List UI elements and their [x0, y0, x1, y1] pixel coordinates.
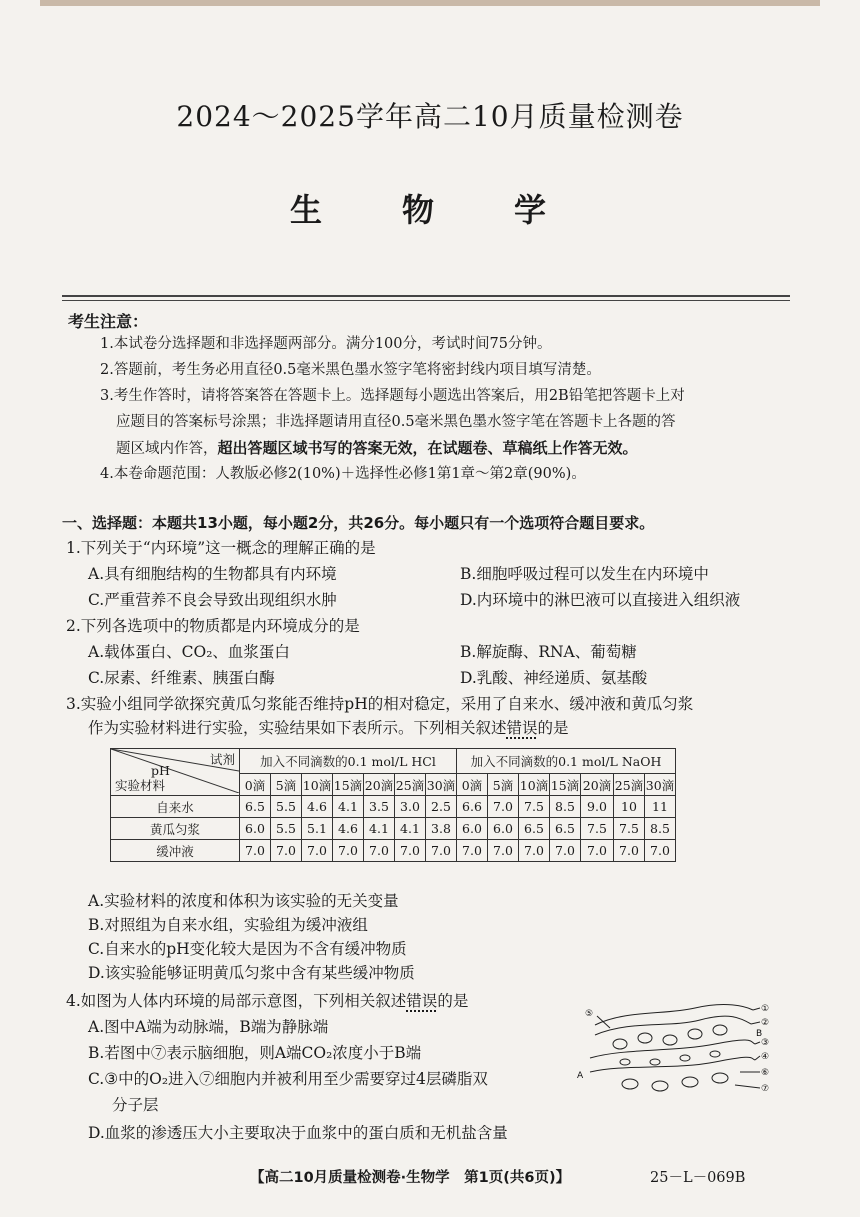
q4-option-c-line1: C.③中的O₂进入⑦细胞内并被利用至少需要穿过4层磷脂双	[88, 1070, 488, 1088]
table-cell-ph: 7.0	[581, 840, 614, 862]
blood-cell	[680, 1055, 690, 1061]
drops-header-cell: 0滴	[457, 774, 488, 796]
q3-option-c: C.自来水的pH变化较大是因为不含有缓冲物质	[88, 940, 407, 958]
table-corner-cell	[111, 749, 240, 796]
drops-header-cell: 30滴	[426, 774, 457, 796]
table-cell-ph: 8.5	[645, 818, 676, 840]
table-cell-ph: 6.5	[240, 796, 271, 818]
table-row	[111, 818, 676, 840]
table-cell-ph: 4.6	[333, 818, 364, 840]
table-cell-ph: 7.0	[333, 840, 364, 862]
corner-material-label: 实验材料	[115, 778, 166, 793]
q2-option-d: D.乳酸、神经递质、氨基酸	[460, 669, 648, 687]
row-material-name: 自来水	[111, 796, 240, 818]
table-body	[111, 796, 676, 862]
table-cell-ph: 7.0	[550, 840, 581, 862]
corner-reagent-label: 试剂	[209, 752, 235, 767]
table-cell-ph: 7.0	[395, 840, 426, 862]
table-cell-ph: 7.0	[426, 840, 457, 862]
lymph-vessel-outline	[595, 1004, 753, 1025]
group-header-hcl: 加入不同滴数的0.1 mol/L HCl	[240, 749, 457, 774]
drops-header-cell: 10滴	[302, 774, 333, 796]
capillary-top-wall	[590, 1040, 755, 1058]
drops-header-cell: 30滴	[645, 774, 676, 796]
table-cell-ph: 7.5	[614, 818, 645, 840]
table-cell-ph: 7.0	[614, 840, 645, 862]
drops-header-cell: 25滴	[395, 774, 426, 796]
tissue-cell	[638, 1033, 652, 1043]
table-cell-ph: 6.0	[488, 818, 519, 840]
page-top-edge	[40, 0, 820, 6]
table-cell-ph: 3.8	[426, 818, 457, 840]
table-row	[111, 840, 676, 862]
drops-header-cell: 20滴	[364, 774, 395, 796]
table-cell-ph: 2.5	[426, 796, 457, 818]
q4-stem-emphasis: 错误	[406, 992, 438, 1010]
internal-environment-diagram	[575, 1000, 775, 1100]
drops-header-cell: 10滴	[519, 774, 550, 796]
table-cell-ph: 7.5	[581, 818, 614, 840]
notice-item-3-end	[116, 435, 806, 462]
paper-code: 25－L－069B	[650, 1170, 746, 1186]
q4-stem-c: 的是	[437, 992, 469, 1010]
table-cell-ph: 7.0	[519, 840, 550, 862]
table-cell-ph: 5.5	[271, 818, 302, 840]
notice-item-4: 4.本卷命题范围：人教版必修2(10%)＋选择性必修1第1章～第2章(90%)。	[100, 466, 586, 482]
table-cell-ph: 7.0	[364, 840, 395, 862]
drops-header-cell: 0滴	[240, 774, 271, 796]
table-cell-ph: 8.5	[550, 796, 581, 818]
q3-stem-line2-a: 作为实验材料进行实验，实验结果如下表所示。下列相关叙述	[88, 719, 507, 737]
q3-option-d: D.该实验能够证明黄瓜匀浆中含有某些缓冲物质	[88, 964, 415, 982]
q1-option-a: A.具有细胞结构的生物都具有内环境	[88, 565, 337, 583]
table-cell-ph: 10	[614, 796, 645, 818]
header-rule-thin	[62, 300, 790, 301]
table-cell-ph: 4.1	[364, 818, 395, 840]
table-cell-ph: 7.5	[519, 796, 550, 818]
q2-option-c: C.尿素、纤维素、胰蛋白酶	[88, 669, 275, 687]
table-cell-ph: 6.5	[519, 818, 550, 840]
corner-ph-label: pH	[151, 763, 170, 778]
q3-stem-line2	[88, 716, 569, 740]
drops-header-cell: 15滴	[550, 774, 581, 796]
table-cell-ph: 7.0	[302, 840, 333, 862]
tissue-cell-lower	[682, 1077, 698, 1087]
table-row	[111, 796, 676, 818]
header-rule-thick	[62, 295, 790, 297]
notice-warning: 超出答题区域书写的答案无效，在试题卷、草稿纸上作答无效。	[217, 439, 638, 457]
q4-option-b: B.若图中⑦表示脑细胞，则A端CO₂浓度小于B端	[88, 1044, 422, 1062]
tissue-cell	[688, 1029, 702, 1039]
notice-item-2: 2.答题前，考生务必用直径0.5毫米黑色墨水签字笔将密封线内项目填写清楚。	[100, 362, 601, 378]
table-cell-ph: 6.6	[457, 796, 488, 818]
table-cell-ph: 7.0	[271, 840, 302, 862]
table-cell-ph: 7.0	[240, 840, 271, 862]
table-cell-ph: 6.0	[457, 818, 488, 840]
blood-cell	[710, 1051, 720, 1057]
table-cell-ph: 9.0	[581, 796, 614, 818]
page-footer: 【高二10月质量检测卷·生物学 第1页(共6页)】	[250, 1170, 571, 1186]
q1-stem: 1.下列关于“内环境”这一概念的理解正确的是	[66, 539, 376, 557]
notice-item-3-cont: 应题目的答案标号涂黑；非选择题请用直径0.5毫米黑色墨水签字笔在答题卡上各题的答	[116, 414, 676, 430]
row-material-name: 黄瓜匀浆	[111, 818, 240, 840]
drops-header-cell: 15滴	[333, 774, 364, 796]
blood-cell	[650, 1059, 660, 1065]
q2-option-a: A.载体蛋白、CO₂、血浆蛋白	[88, 643, 290, 661]
fig-label-7: ⑦	[761, 1084, 770, 1094]
drops-header-cell: 20滴	[581, 774, 614, 796]
fig-label-4: ④	[761, 1052, 770, 1062]
table-cell-ph: 5.1	[302, 818, 333, 840]
q4-option-d: D.血浆的渗透压大小主要取决于血浆中的蛋白质和无机盐含量	[88, 1124, 508, 1142]
fig-label-2: ②	[761, 1018, 770, 1028]
row-material-name: 缓冲液	[111, 840, 240, 862]
tissue-cell-lower	[652, 1081, 668, 1091]
drops-header-cell: 25滴	[614, 774, 645, 796]
q2-option-b: B.解旋酶、RNA、葡萄糖	[460, 643, 637, 661]
drops-header-cell: 5滴	[271, 774, 302, 796]
q4-option-a: A.图中A端为动脉端，B端为静脉端	[88, 1018, 329, 1036]
section-heading: 一、选择题：本题共13小题，每小题2分，共26分。每小题只有一个选项符合题目要求。	[62, 514, 655, 532]
table-cell-ph: 11	[645, 796, 676, 818]
capillary-bottom-wall	[590, 1057, 755, 1072]
q3-option-b: B.对照组为自来水组，实验组为缓冲液组	[88, 916, 368, 934]
table-cell-ph: 5.5	[271, 796, 302, 818]
table-cell-ph: 6.0	[240, 818, 271, 840]
tissue-cell	[713, 1025, 727, 1035]
q3-stem-emphasis: 错误	[506, 719, 538, 737]
notice-heading: 考生注意：	[68, 312, 149, 331]
table-cell-ph: 7.0	[488, 796, 519, 818]
tissue-cell	[613, 1039, 627, 1049]
tissue-cell-lower	[712, 1073, 728, 1083]
table-cell-ph: 3.0	[395, 796, 426, 818]
exam-subject: 生 物 学	[289, 191, 570, 229]
q4-stem-a: 4.如图为人体内环境的局部示意图，下列相关叙述	[66, 992, 407, 1010]
q4-option-c-line2: 分子层	[112, 1096, 159, 1114]
group-header-naoh: 加入不同滴数的0.1 mol/L NaOH	[457, 749, 676, 774]
table-cell-ph: 6.5	[550, 818, 581, 840]
fig-label-b: B	[756, 1029, 763, 1039]
notice-item-3-tail: 题区域内作答，	[116, 441, 218, 457]
table-cell-ph: 7.0	[488, 840, 519, 862]
tissue-cell-lower	[622, 1079, 638, 1089]
fig-label-a: A	[577, 1071, 584, 1081]
table-cell-ph: 7.0	[645, 840, 676, 862]
tissue-cell	[663, 1035, 677, 1045]
q3-stem-line1: 3.实验小组同学欲探究黄瓜匀浆能否维持pH的相对稳定，采用了自来水、缓冲液和黄瓜匀浆	[66, 695, 694, 713]
table-cell-ph: 4.1	[395, 818, 426, 840]
q2-stem: 2.下列各选项中的物质都是内环境成分的是	[66, 617, 360, 635]
fig-label-3: ③	[761, 1038, 770, 1048]
q1-option-c: C.严重营养不良会导致出现组织水肿	[88, 591, 337, 609]
blood-cell	[620, 1059, 630, 1065]
drops-header-cell: 5滴	[488, 774, 519, 796]
table-cell-ph: 4.1	[333, 796, 364, 818]
lymph-vessel-inner	[595, 1016, 751, 1035]
table-cell-ph: 3.5	[364, 796, 395, 818]
q1-option-b: B.细胞呼吸过程可以发生在内环境中	[460, 565, 709, 583]
q4-stem	[66, 989, 468, 1013]
fig-label-6: ⑥	[761, 1068, 770, 1078]
exam-title: 2024～2025学年高二10月质量检测卷	[176, 100, 684, 133]
fig-label-5: ⑤	[585, 1009, 594, 1019]
q1-option-d: D.内环境中的淋巴液可以直接进入组织液	[460, 591, 741, 609]
notice-item-1: 1.本试卷分选择题和非选择题两部分。满分100分，考试时间75分钟。	[100, 336, 552, 352]
ph-results-table	[110, 748, 676, 862]
notice-item-3: 3.考生作答时，请将答案答在答题卡上。选择题每小题选出答案后，用2B铅笔把答题卡上对	[100, 388, 685, 404]
q3-option-a: A.实验材料的浓度和体积为该实验的无关变量	[88, 892, 399, 910]
table-cell-ph: 4.6	[302, 796, 333, 818]
fig-label-1: ①	[761, 1004, 770, 1014]
q3-stem-line2-c: 的是	[537, 719, 569, 737]
table-cell-ph: 7.0	[457, 840, 488, 862]
